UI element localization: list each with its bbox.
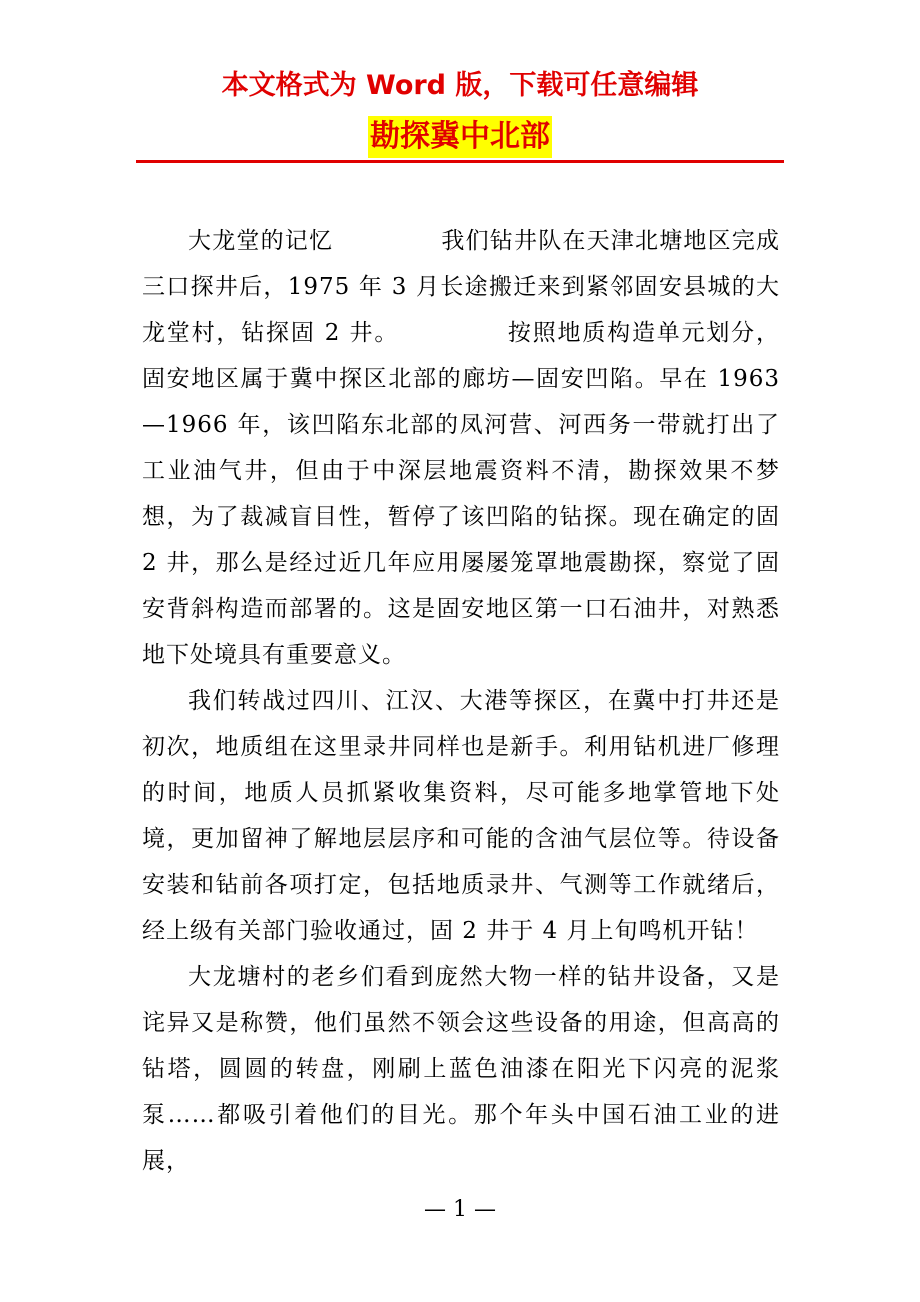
format-notice-banner: 本文格式为 Word 版，下载可任意编辑 xyxy=(221,70,699,101)
paragraph-1 xyxy=(142,218,780,678)
document-title: 勘探冀中北部 xyxy=(368,116,552,158)
paragraph-1-part-1: 我们钻井队在天津北塘地区完成三口探井后，1975 年 3 月长途搬迁来到紧邻固安县城的大龙堂村，钻探固 2 井。 xyxy=(142,228,781,346)
title-container xyxy=(0,116,920,158)
page-number: — 1 — xyxy=(424,1197,496,1222)
paragraph-1-part-2: 按照地质构造单元划分，固安地区属于冀中探区北部的廊坊—固安凹陷。早在 1963—1966 年，该凹陷东北部的凤河营、河西务一带就打出了工业油气井，但由于中深层地震资料不清，勘探效果不梦想，为了裁减盲目性，暂停了该凹陷的钻探。现在确定的固 2 井，那么是经过近几年应用屡屡笼罩地震勘探，察觉了固安背斜构造而部署的。这是固安地区第一口石油井，对熟悉地下处境具有重要意义。 xyxy=(142,320,780,668)
paragraph-2: 我们转战过四川、江汉、大港等探区，在冀中打井还是初次，地质组在这里录井同样也是新手。利用钻机进厂修理的时间，地质人员抓紧收集资料，尽可能多地掌管地下处境，更加留神了解地层层序和可能的含油气层位等。待设备安装和钻前各项打定，包括地质录井、气测等工作就绪后，经上级有关部门验收通过，固 2 井于 4 月上旬鸣机开钻！ xyxy=(142,688,780,944)
section-heading: 大龙堂的记忆 xyxy=(188,228,334,254)
document-body xyxy=(142,218,780,1184)
header-divider xyxy=(136,160,784,163)
paragraph-3: 大龙塘村的老乡们看到庞然大物一样的钻井设备，又是诧异又是称赞，他们虽然不领会这些设备的用途，但高高的钻塔，圆圆的转盘，刚刷上蓝色油漆在阳光下闪亮的泥浆泵……都吸引着他们的目光。那个年头中国石油工业的进展， xyxy=(142,964,780,1174)
